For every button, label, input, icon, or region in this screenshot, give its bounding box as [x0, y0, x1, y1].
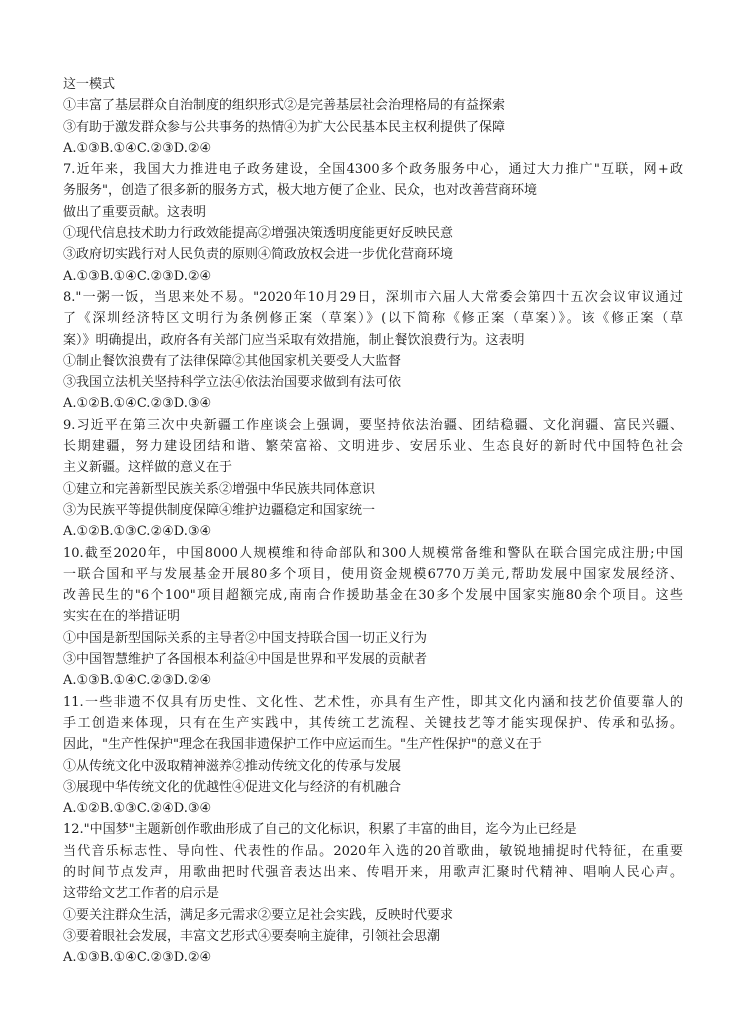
text-line: ①制止餐饮浪费有了法律保障②其他国家机关要受人大监督 — [63, 353, 402, 369]
text-line: 7.近年来，我国大力推进电子政务建设，全国4300多个政务服务中心，通过大力推广"互联，网+政 — [63, 162, 683, 178]
text-line: 的时间节点发声，用歌曲把时代强音表达出来、传唱开来，用歌声汇聚时代精神、唱响人民心声。 — [63, 864, 683, 880]
text-line: ③展现中华传统文化的优越性④促进文化与经济的有机融合 — [63, 779, 402, 795]
text-line: ①丰富了基层群众自治制度的组织形式②是完善基层社会治理格局的有益探索 — [63, 98, 506, 114]
text-line: ③中国智慧维护了各国根本利益④中国是世界和平发展的贡献者 — [63, 652, 428, 668]
text-line: 因此，"生产性保护"理念在我国非遗保护工作中应运而生。"生产性保护"的意义在于 — [63, 737, 542, 753]
text-line: 了《深圳经济特区文明行为条例修正案（草案）》(以下简称《修正案（草案）》。该《修正案（草 — [63, 311, 683, 327]
text-line: 改善民生的"6个100"项目超额完成,南南合作援助基金在30多个发展中国家实施80余个项目。这些 — [63, 588, 683, 604]
text-line: A.①③B.①④C.②③D.②④ — [63, 673, 212, 689]
text-line: ①现代信息技术助力行政效能提高②增强决策透明度能更好反映民意 — [63, 226, 454, 242]
text-line: 8."一粥一饭，当思来处不易。"2020年10月29日，深圳市六届人大常委会第四十五次会议审议通过 — [63, 289, 683, 305]
text-line: 这一模式 — [63, 77, 116, 92]
text-line: A.①③B.①④C.②③D.②④ — [63, 140, 212, 156]
text-line: ①中国是新型国际关系的主导者②中国支持联合国一切正义行为 — [63, 630, 428, 646]
text-line: ①要关注群众生活，满足多元需求②要立足社会实践，反映时代要求 — [63, 907, 454, 923]
text-line: 当代音乐标志性、导向性、代表性的作品。2020年入选的20首歌曲，敏锐地捕捉时代特征，在重要 — [63, 843, 683, 859]
text-line: 长期建疆，努力建设团结和谐、繁荣富裕、文明进步、安居乐业、生态良好的新时代中国特色社会 — [63, 439, 683, 455]
text-line: A.①②B.①④C.②③D.③④ — [63, 396, 212, 412]
text-line: A.①③B.①④C.②③D.②④ — [63, 950, 212, 966]
text-line: 做出了重要贡献。这表明 — [63, 204, 207, 220]
text-line: 手工创造来体现，只有在生产实践中，其传统工艺流程、关键技艺等才能实现保护、传承和弘扬。 — [63, 715, 683, 731]
text-line: A.①③B.①④C.②③D.②④ — [63, 268, 212, 284]
text-line: 一联合国和平与发展基金开展80多个项目，使用资金规模6770万美元,帮助发展中国家发展经济、 — [63, 566, 683, 582]
text-line: 9.习近平在第三次中央新疆工作座谈会上强调，要坚持依法治疆、团结稳疆、文化润疆、富民兴疆、 — [63, 417, 683, 433]
text-line: ③我国立法机关坚持科学立法④依法治国要求做到有法可依 — [63, 375, 402, 391]
text-line: ③政府切实践行对人民负责的原则④简政放权会进一步优化营商环境 — [63, 247, 454, 263]
text-line: 这带给文艺工作者的启示是 — [63, 886, 220, 902]
text-line: 实实在在的举措证明 — [63, 609, 181, 625]
text-line: ①从传统文化中汲取精神滋养②推动传统文化的传承与发展 — [63, 758, 402, 774]
text-line: ③要着眼社会发展，丰富文艺形式④要奏响主旋律，引领社会思潮 — [63, 928, 441, 944]
document-body — [63, 74, 683, 968]
text-line: A.①②B.①③C.②④D.③④ — [63, 524, 212, 540]
text-line: 务服务"，创造了很多新的服务方式，极大地方便了企业、民众，也对改善营商环境 — [63, 183, 537, 199]
text-line: 案）》明确提出，政府各有关部门应当采取有效措施，制止餐饮浪费行为。这表明 — [63, 332, 525, 348]
text-line: 12."中国梦"主题新创作歌曲形成了自己的文化标识，积累了丰富的曲目，迄今为止已经是 — [63, 822, 577, 838]
text-line: ①建立和完善新型民族关系②增强中华民族共同体意识 — [63, 481, 376, 497]
text-line: 主义新疆。这样做的意义在于 — [63, 460, 233, 476]
text-line: 10.截至2020年，中国8000人规模维和待命部队和300人规模常备维和警队在联合国完成注册;中国 — [63, 545, 683, 561]
text-line: ③为民族平等提供制度保障④维护边疆稳定和国家统一 — [63, 502, 376, 518]
text-line: 11.一些非遗不仅具有历史性、文化性、艺术性，亦具有生产性，即其文化内涵和技艺价值要靠人的 — [63, 694, 683, 710]
text-line: ③有助于激发群众参与公共事务的热情④为扩大公民基本民主权利提供了保障 — [63, 119, 506, 135]
text-line: A.①②B.①③C.②④D.③④ — [63, 801, 212, 817]
